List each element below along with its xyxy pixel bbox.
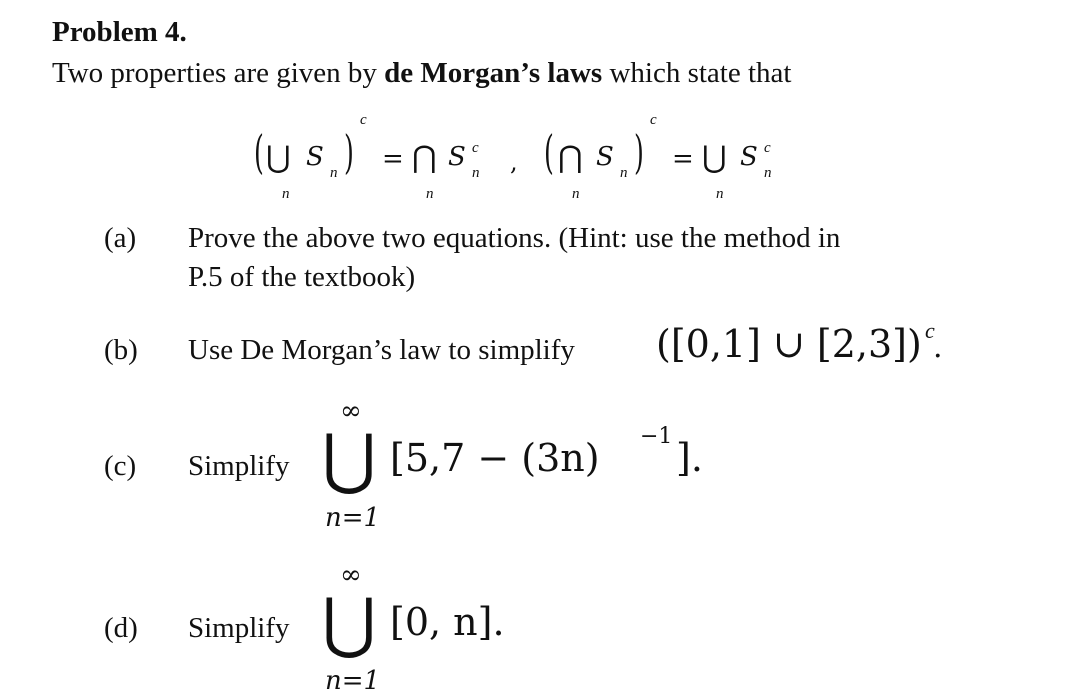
part-b-math: ([0,1] ∪ [2,3]): [656, 322, 922, 366]
set-index-2: n: [472, 165, 480, 181]
complement-sup-4: c: [764, 140, 771, 156]
equals-2: =: [672, 144, 694, 174]
part-d-upper-limit: ∞: [340, 560, 362, 590]
part-a-text-line1: Prove the above two equations. (Hint: use the method in: [188, 222, 841, 254]
set-index-1: n: [330, 165, 338, 181]
part-c-math-end: ].: [676, 436, 703, 480]
part-d-label: (d): [104, 612, 138, 644]
close-paren-2: ): [634, 125, 644, 179]
union-symbol-1: ⋃: [266, 140, 291, 175]
intersection-symbol-2: ⋂: [558, 140, 583, 175]
part-c-big-union: ⋃: [322, 420, 377, 497]
problem-title: Problem 4.: [52, 16, 187, 48]
part-a-label: (a): [104, 222, 137, 254]
equation-separator: ,: [510, 148, 518, 176]
part-c-lower-limit: n=1: [325, 503, 381, 533]
open-paren-1: (: [254, 125, 264, 179]
part-c-label: (c): [104, 450, 137, 482]
intro-pre: Two properties are given by: [52, 57, 385, 89]
part-b-label: (b): [104, 334, 138, 366]
part-c-upper-limit: ∞: [340, 396, 362, 426]
set-symbol-3: S: [596, 142, 614, 172]
close-paren-1: ): [344, 125, 354, 179]
intro-post: which state that: [602, 57, 792, 89]
set-index-4: n: [764, 165, 772, 181]
set-symbol-2: S: [448, 142, 466, 172]
equals-1: =: [382, 144, 404, 174]
part-c-exponent: −1: [640, 424, 673, 449]
intro-text: [52, 57, 791, 90]
set-index-3: n: [620, 165, 628, 181]
part-a-text-line2: P.5 of the textbook): [188, 261, 416, 293]
complement-sup-2: c: [472, 140, 479, 156]
part-c-text: Simplify: [188, 450, 290, 482]
union-index-2: n: [716, 186, 724, 202]
intro-bold-term: de Morgan’s laws: [384, 57, 603, 89]
part-d-math: [0, n].: [390, 600, 505, 644]
intersection-index-2: n: [572, 186, 580, 202]
intersection-index-1: n: [426, 186, 434, 202]
union-index-1: n: [282, 186, 290, 202]
union-symbol-2: ⋃: [702, 140, 727, 175]
part-b-text: Use De Morgan’s law to simplify: [188, 334, 575, 366]
part-c-math: [5,7 − (3n): [390, 436, 600, 480]
intersection-symbol-1: ⋂: [412, 140, 437, 175]
set-symbol-1: S: [306, 142, 324, 172]
part-d-big-union: ⋃: [322, 584, 377, 661]
complement-sup-1: c: [360, 112, 367, 128]
part-b-complement: c: [925, 318, 935, 343]
complement-sup-3: c: [650, 112, 657, 128]
part-d-text: Simplify: [188, 612, 290, 644]
set-symbol-4: S: [740, 142, 758, 172]
part-b-period: .: [933, 330, 943, 365]
open-paren-2: (: [544, 125, 554, 179]
part-d-lower-limit: n=1: [325, 666, 381, 696]
